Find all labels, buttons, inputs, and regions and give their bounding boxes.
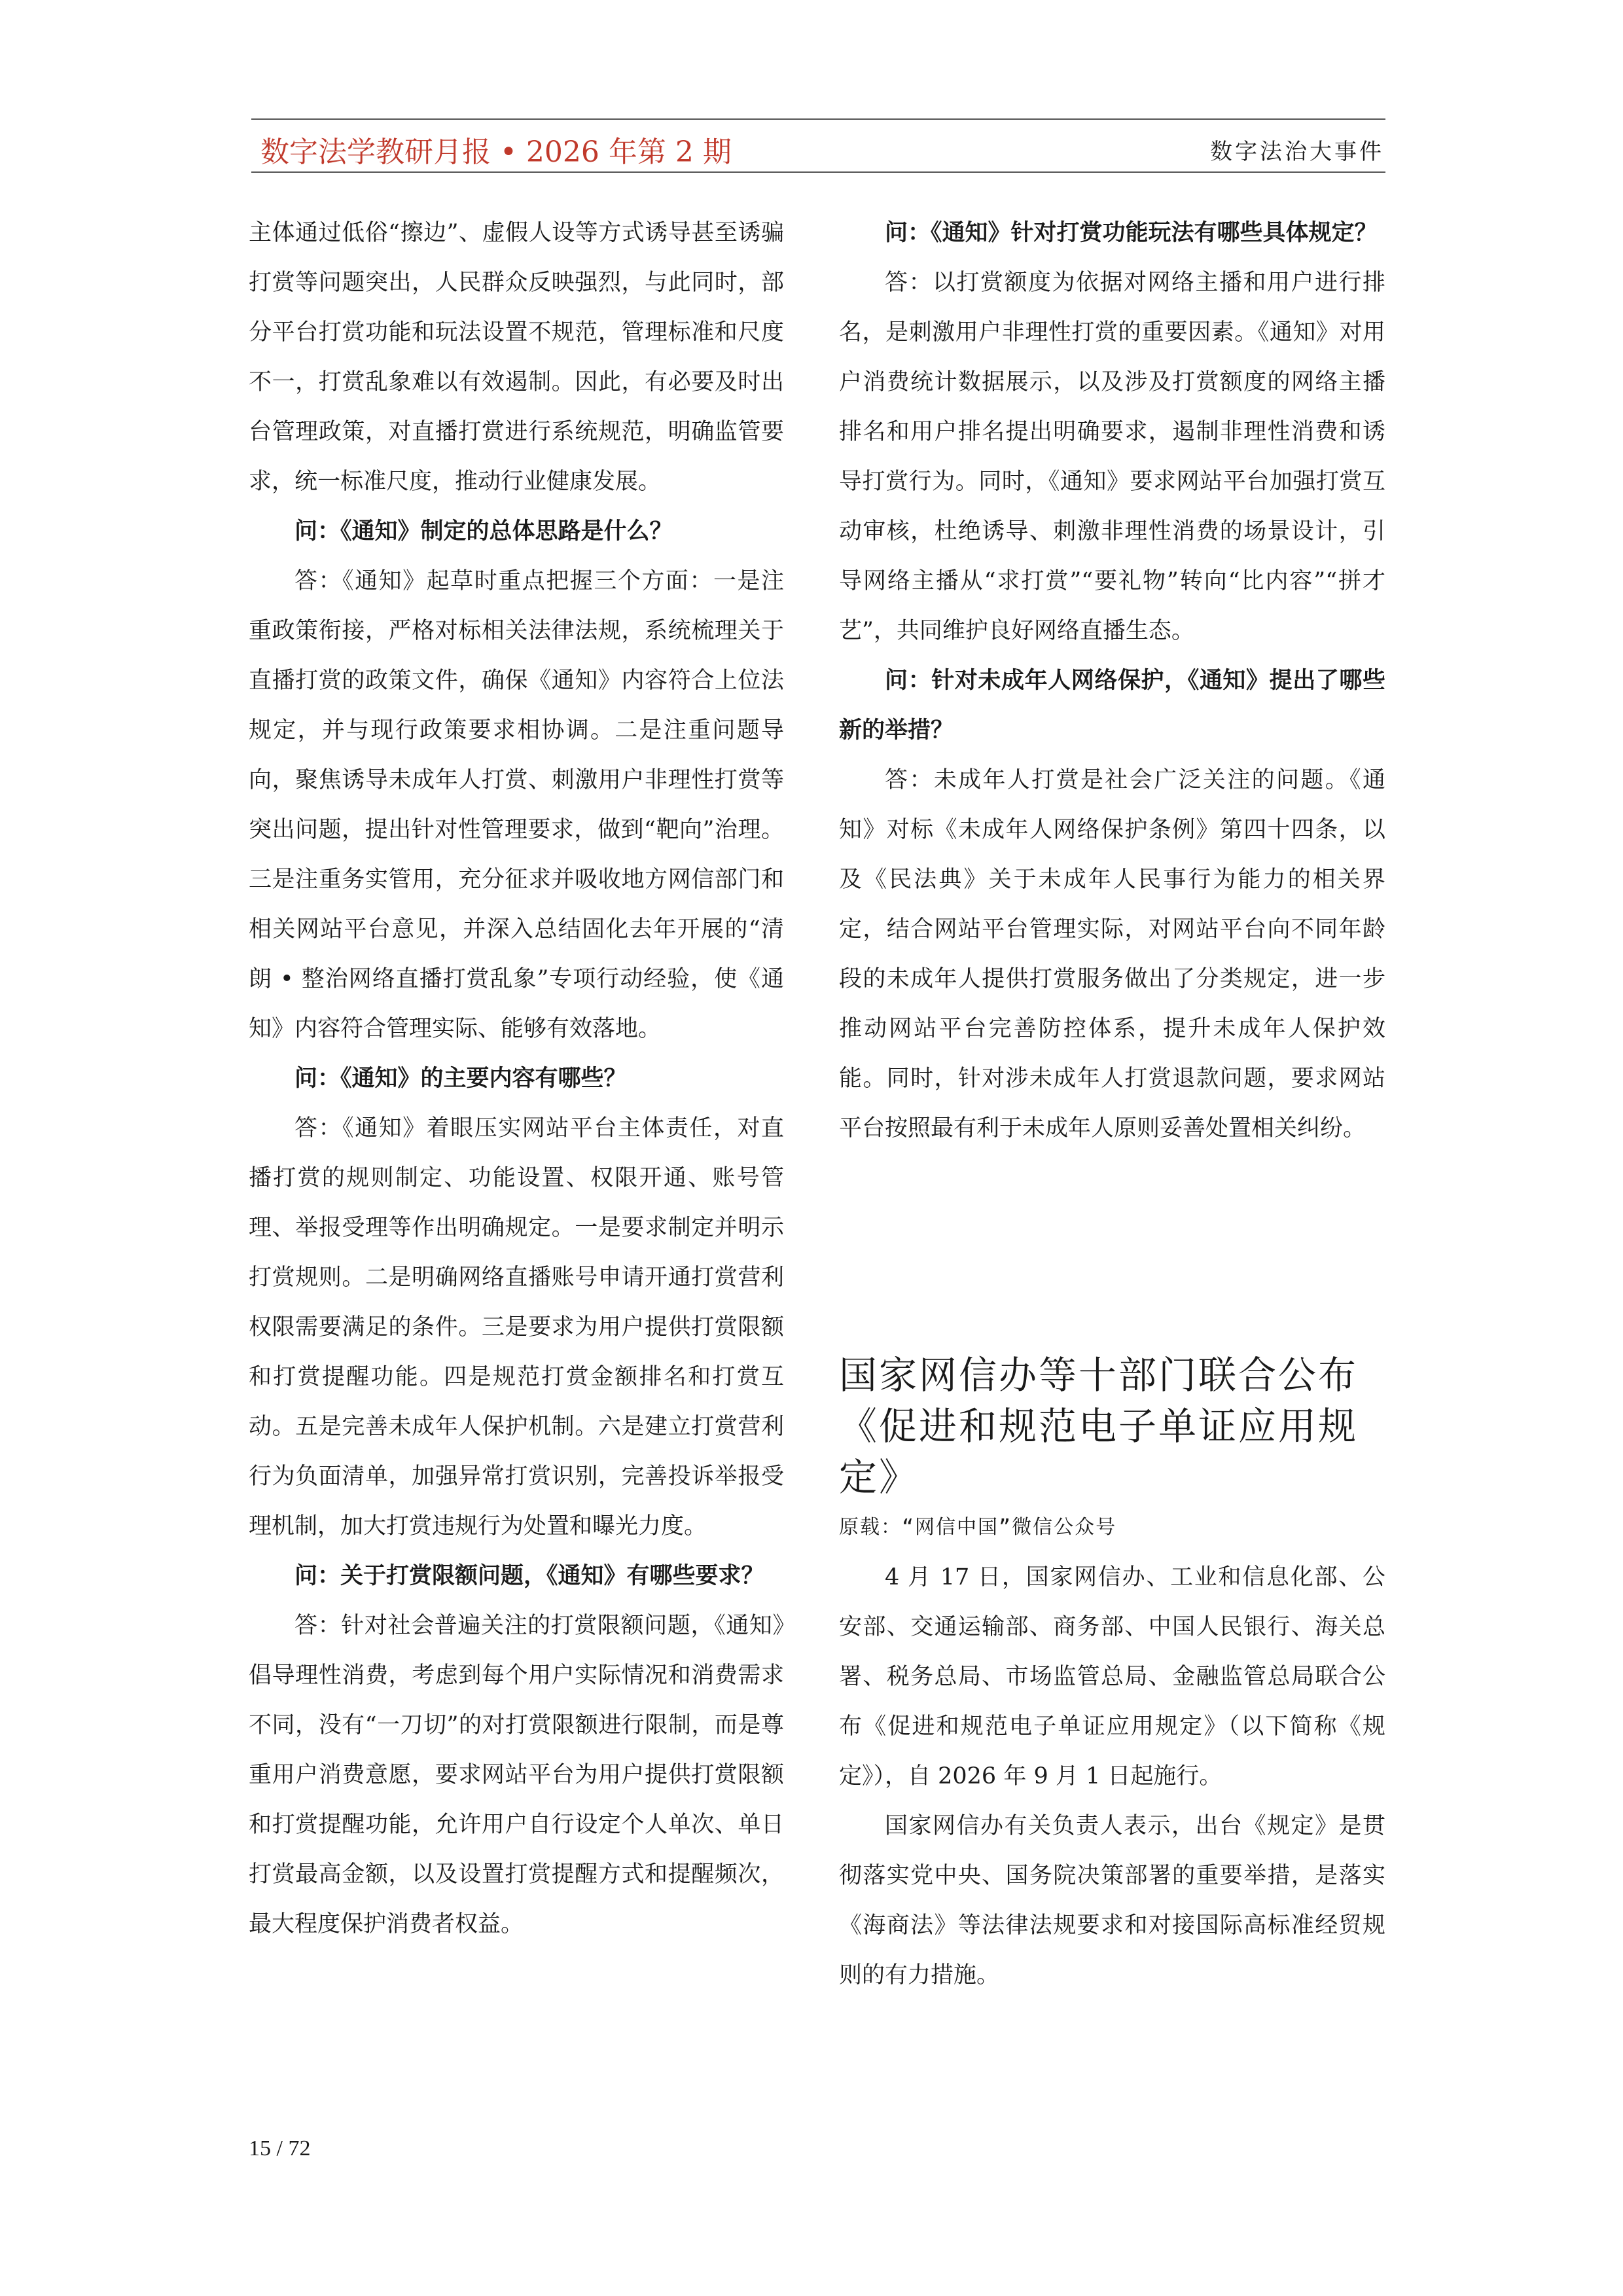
answer-paragraph: 答：未成年人打赏是社会广泛关注的问题。《通知》对标《未成年人网络保护条例》第四十四条，以及《民法典》关于未成年人民事行为能力的相关界定，结合网站平台管理实际，对网站平台向不同年龄段的未成年人提供打赏服务做出了分类规定，进一步推动网站平台完善防控体系，提升未成年人保护效能。同时，针对涉未成年人打赏退款问题，要求网站平台按照最有利于未成年人原则妥善处置相关纠纷。	[839, 767, 1385, 1141]
article-title-line-1: 国家网信办等十部门联合公布	[839, 1353, 1359, 1397]
question-heading: 问：《通知》制定的总体思路是什么？	[294, 518, 673, 545]
question-heading: 问：关于打赏限额问题，《通知》有哪些要求？	[294, 1562, 764, 1589]
article-title	[839, 1350, 1385, 1503]
right-column	[839, 208, 1385, 2000]
page-number: 15 / 72	[249, 2136, 311, 2161]
column-spacer	[839, 1153, 1385, 1350]
answer-paragraph: 答：以打赏额度为依据对网络主播和用户进行排名，是刺激用户非理性打赏的重要因素。《通知》对用户消费统计数据展示，以及涉及打赏额度的网络主播排名和用户排名提出明确要求，遏制非理性消费和诱导打赏行为。同时，《通知》要求网站平台加强打赏互动审核，杜绝诱导、刺激非理性消费的场景设计，引导网络主播从“求打赏”“要礼物”转向“比内容”“拼才艺”，共同维护良好网络直播生态。	[839, 270, 1385, 644]
question-heading: 问：针对未成年人网络保护，《通知》提出了哪些新的举措？	[839, 667, 1385, 744]
header-bottom-rule	[251, 171, 1385, 173]
question-heading: 问：《通知》针对打赏功能玩法有哪些具体规定？	[885, 219, 1378, 246]
header-top-rule	[251, 118, 1385, 120]
article-paragraph: 国家网信办有关负责人表示，出台《规定》是贯彻落实党中央、国务院决策部署的重要举措，是落实《海商法》等法律法规要求和对接国际高标准经贸规则的有力措施。	[839, 1813, 1385, 1988]
article-paragraph: 4 月 17 日，国家网信办、工业和信息化部、公安部、交通运输部、商务部、中国人民银行、海关总署、税务总局、市场监管总局、金融监管总局联合公布《促进和规范电子单证应用规定》（以下简称《规定》），自 2026 年 9 月 1 日起施行。	[839, 1564, 1385, 1789]
answer-paragraph: 答：《通知》起草时重点把握三个方面：一是注重政策衔接，严格对标相关法律法规，系统梳理关于直播打赏的政策文件，确保《通知》内容符合上位法规定，并与现行政策要求相协调。二是注重问题导向，聚焦诱导未成年人打赏、刺激用户非理性打赏等突出问题，提出针对性管理要求，做到“靶向”治理。三是注重务实管用，充分征求并吸收地方网信部门和相关网站平台意见，并深入总结固化去年开展的“清朗 • 整治网络直播打赏乱象”专项行动经验，使《通知》内容符合管理实际、能够有效落地。	[249, 568, 784, 1042]
question-heading: 问：《通知》的主要内容有哪些？	[294, 1065, 627, 1092]
paragraph: 主体通过低俗“擦边”、虚假人设等方式诱导甚至诱骗打赏等问题突出，人民群众反映强烈，与此同时，部分平台打赏功能和玩法设置不规范，管理标准和尺度不一，打赏乱象难以有效遏制。因此，有必要及时出台管理政策，对直播打赏进行系统规范，明确监管要求，统一标准尺度，推动行业健康发展。	[249, 220, 784, 495]
journal-title: 数字法学教研月报 • 2026 年第 2 期	[260, 135, 732, 169]
article-source: 原载：“网信中国”微信公众号	[839, 1516, 1117, 1539]
section-title: 数字法治大事件	[1210, 139, 1384, 165]
left-column	[249, 208, 784, 1949]
article-title-line-2: 《促进和规范电子单证应用规定》	[839, 1404, 1359, 1499]
answer-paragraph: 答：《通知》着眼压实网站平台主体责任，对直播打赏的规则制定、功能设置、权限开通、账号管理、举报受理等作出明确规定。一是要求制定并明示打赏规则。二是明确网络直播账号申请开通打赏营利权限需要满足的条件。三是要求为用户提供打赏限额和打赏提醒功能。四是规范打赏金额排名和打赏互动。五是完善未成年人保护机制。六是建立打赏营利行为负面清单，加强异常打赏识别，完善投诉举报受理机制，加大打赏违规行为处置和曝光力度。	[249, 1115, 784, 1539]
answer-paragraph: 答：针对社会普遍关注的打赏限额问题，《通知》倡导理性消费，考虑到每个用户实际情况和消费需求不同，没有“一刀切”的对打赏限额进行限制，而是尊重用户消费意愿，要求网站平台为用户提供打赏限额和打赏提醒功能，允许用户自行设定个人单次、单日打赏最高金额，以及设置打赏提醒方式和提醒频次，最大程度保护消费者权益。	[249, 1613, 784, 1937]
